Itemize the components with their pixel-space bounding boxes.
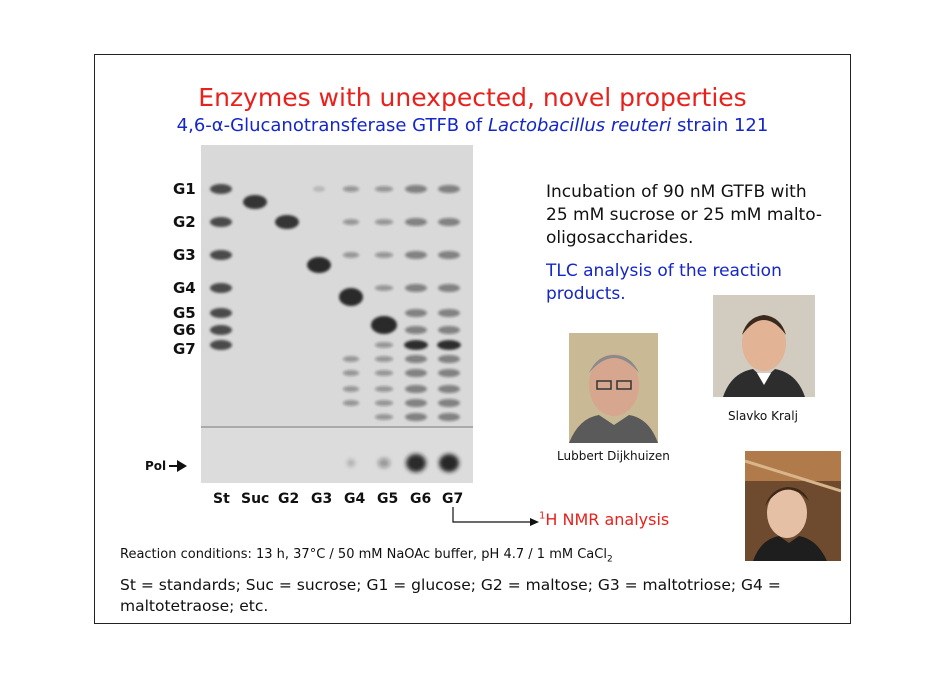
subtitle-alpha: α [211, 115, 224, 136]
spot-g5-0 [375, 186, 393, 192]
lane-label-g2: G2 [278, 491, 300, 507]
spot-st-3 [210, 250, 232, 260]
spot-g4-1 [343, 219, 359, 225]
spot-g3-faint [313, 186, 325, 192]
nmr-text: H NMR analysis [545, 510, 670, 529]
tlc-plate [201, 145, 473, 483]
lane-label-g6: G6 [410, 491, 432, 507]
photo-slavko-kralj [713, 295, 815, 397]
spot-g7-0 [438, 185, 460, 193]
band-label-g3: G3 [173, 246, 196, 264]
band-label-g7: G7 [173, 340, 196, 358]
spot-g6-3 [405, 284, 427, 292]
pol-g6 [406, 454, 426, 472]
nmr-label [539, 510, 669, 529]
spot-g6-11 [405, 413, 427, 421]
spot-g5-6 [375, 370, 393, 376]
spot-g4-6 [343, 400, 359, 406]
lane-label-g7: G7 [442, 491, 464, 507]
spot-g5-8 [375, 400, 393, 406]
spot-g5-3 [375, 285, 393, 291]
conditions-sub: 2 [606, 554, 613, 565]
spot-g4-2 [343, 252, 359, 258]
spot-g6-0 [405, 185, 427, 193]
spot-g7-3 [438, 284, 460, 292]
lane-label-g4: G4 [344, 491, 366, 507]
band-label-g4: G4 [173, 279, 196, 297]
spot-g7-9 [438, 385, 460, 393]
band-label-g5: G5 [173, 304, 196, 322]
spot-st-1 [210, 184, 232, 194]
spot-g5-2 [375, 252, 393, 258]
spot-g7-5 [438, 326, 460, 334]
arrow-right-icon [169, 459, 187, 473]
spot-g6-1 [405, 218, 427, 226]
spot-g6-5 [405, 326, 427, 334]
subtitle-middle: -Glucanotransferase GTFB of [223, 115, 488, 136]
spot-g5-7 [375, 386, 393, 392]
photo-lubbert-dijkhuizen [569, 333, 658, 443]
slide-title: Enzymes with unexpected, novel properties [198, 83, 747, 112]
spot-g5-4 [375, 342, 393, 348]
pol-label: Pol [145, 459, 167, 473]
band-label-g2: G2 [173, 213, 196, 231]
spot-st-5 [210, 308, 232, 318]
photo-woman [745, 451, 841, 561]
slide [94, 54, 851, 624]
lane-label-g5: G5 [377, 491, 399, 507]
spot-g4-3 [343, 356, 359, 362]
band-label-g6: G6 [173, 321, 196, 339]
spot-g6-8 [405, 369, 427, 377]
spot-g6-dark [404, 340, 428, 350]
spot-g3 [307, 257, 331, 273]
spot-g4-0 [343, 186, 359, 192]
spot-st-6 [210, 325, 232, 335]
spot-g5-5 [375, 356, 393, 362]
spot-g5-main [371, 316, 397, 334]
spot-st-4 [210, 283, 232, 293]
lane-label-suc: Suc [241, 491, 270, 507]
tlc-text: TLC analysis of the reaction products. [546, 261, 782, 304]
spot-g4-5 [343, 386, 359, 392]
spot-g5-1 [375, 219, 393, 225]
spot-g6-10 [405, 399, 427, 407]
band-label-g1: G1 [173, 180, 196, 198]
pol-g5 [378, 458, 390, 468]
spot-g7-4 [438, 309, 460, 317]
abbreviation-legend: St = standards; Suc = sucrose; G1 = glucose; G2 = maltose; G3 = maltotriose; G4 = maltotetraose; etc. [120, 576, 781, 615]
nmr-connector [450, 507, 540, 527]
slide-subtitle [95, 115, 850, 136]
spot-st-2 [210, 217, 232, 227]
pol-g7 [439, 454, 459, 472]
conditions-text: Reaction conditions: 13 h, 37°C / 50 mM NaOAc buffer, pH 4.7 / 1 mM CaCl [120, 547, 607, 562]
spot-g6-2 [405, 251, 427, 259]
caption-slavko: Slavko Kralj [728, 409, 798, 423]
spot-g7-2 [438, 251, 460, 259]
spot-g6-7 [405, 355, 427, 363]
spot-g2 [275, 215, 299, 229]
subtitle-suffix: strain 121 [671, 115, 769, 136]
caption-lubbert: Lubbert Dijkhuizen [557, 449, 670, 463]
spot-g4-4 [343, 370, 359, 376]
incubation-text: Incubation of 90 nM GTFB with 25 mM sucrose or 25 mM malto-oligosaccharides. [546, 182, 823, 248]
lane-label-st: St [213, 491, 230, 507]
spot-g7-1 [438, 218, 460, 226]
nmr-superscript: 1 [539, 510, 546, 522]
reaction-conditions [120, 547, 613, 565]
spot-g7-8 [438, 369, 460, 377]
spot-g7-10 [438, 399, 460, 407]
spot-g7-11 [438, 413, 460, 421]
subtitle-species: Lactobacillus reuteri [487, 115, 672, 136]
lane-label-g3: G3 [311, 491, 333, 507]
spot-g6-4 [405, 309, 427, 317]
pol-g4 [347, 459, 355, 467]
spot-suc [243, 195, 267, 209]
spot-g6-9 [405, 385, 427, 393]
spot-st-7 [210, 340, 232, 350]
subtitle-prefix: 4,6- [176, 115, 212, 136]
spot-g7-7 [438, 355, 460, 363]
spot-g5-9 [375, 414, 393, 420]
spot-g7-dark [437, 340, 461, 350]
spot-g4-main [339, 288, 363, 306]
